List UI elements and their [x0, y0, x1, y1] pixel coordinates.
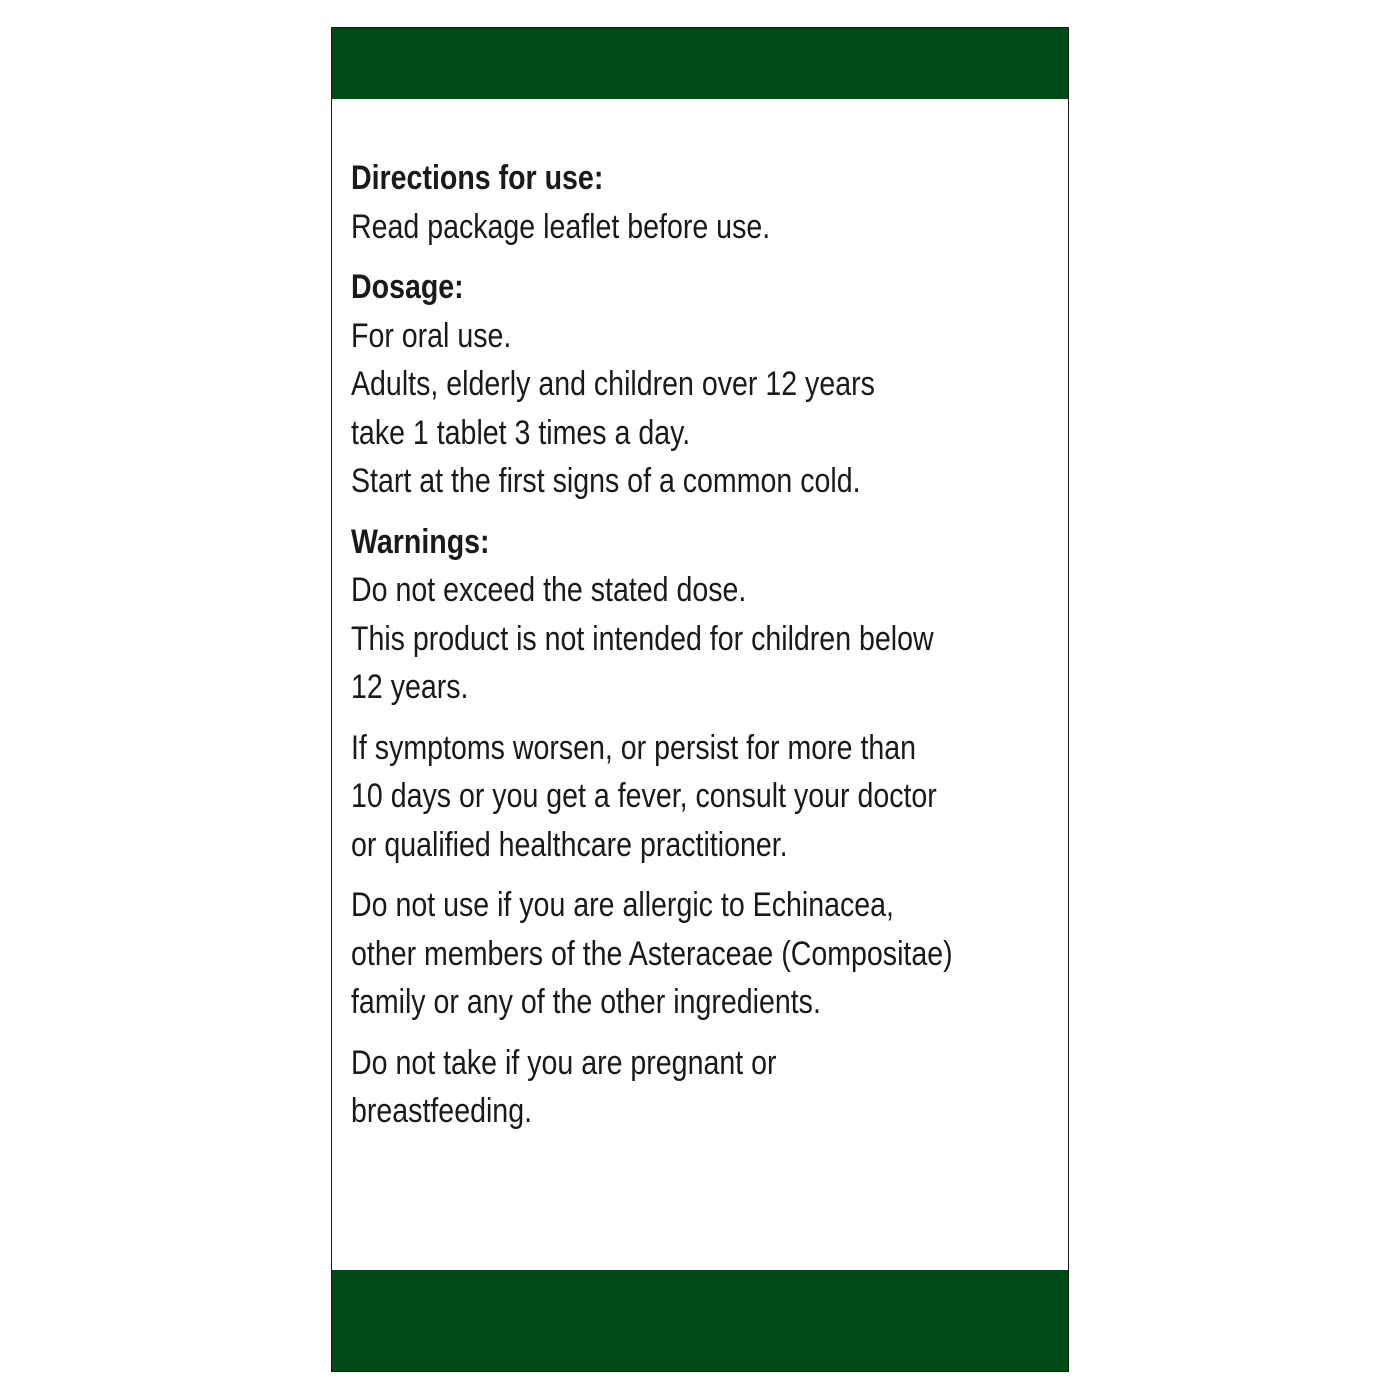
warning-line: 12 years. — [351, 668, 469, 706]
bottom-green-band — [332, 1270, 1068, 1371]
warning-line: Do not exceed the stated dose. — [351, 571, 747, 609]
directions-line: Read package leaflet before use. — [351, 207, 771, 246]
warning-line: Do not use if you are allergic to Echinacea, — [351, 886, 894, 924]
label-panel — [331, 27, 1069, 1372]
warning-line: Do not take if you are pregnant or — [351, 1043, 777, 1082]
warnings-heading: Warnings: — [351, 522, 490, 561]
dosage-line: take 1 tablet 3 times a day. — [351, 413, 691, 452]
label-content — [351, 154, 1051, 1136]
warning-line: This product is not intended for children below — [351, 619, 934, 658]
warning-line: breastfeeding. — [351, 1092, 533, 1130]
warning-line: 10 days or you get a fever, consult your doctor — [351, 777, 937, 815]
dosage-line: Start at the first signs of a common cold. — [351, 462, 861, 500]
warning-line: family or any of the other ingredients. — [351, 983, 821, 1021]
warning-line: other members of the Asteraceae (Compositae) — [351, 934, 953, 973]
directions-heading: Directions for use: — [351, 159, 604, 197]
warning-line: or qualified healthcare practitioner. — [351, 825, 788, 864]
dosage-line: For oral use. — [351, 316, 512, 355]
dosage-heading: Dosage: — [351, 268, 464, 306]
dosage-line: Adults, elderly and children over 12 years — [351, 365, 875, 403]
top-green-band — [332, 28, 1068, 99]
warning-line: If symptoms worsen, or persist for more than — [351, 728, 917, 767]
